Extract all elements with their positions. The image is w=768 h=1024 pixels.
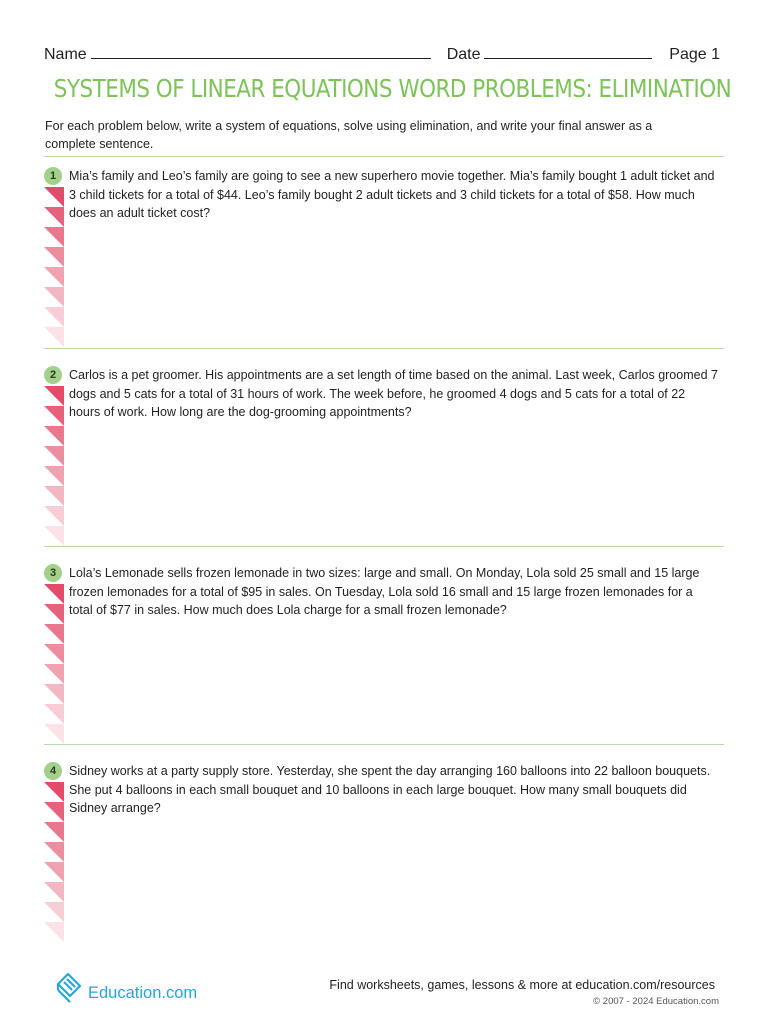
- triangle-icon: [44, 724, 64, 744]
- triangle-icon: [44, 862, 64, 882]
- triangle-icon: [44, 802, 64, 822]
- triangle-icon: [44, 466, 64, 486]
- triangle-icon: [44, 486, 64, 506]
- triangle-icon: [44, 187, 64, 207]
- triangle-strip-icon: [44, 187, 66, 347]
- worksheet-title: SYSTEMS OF LINEAR EQUATIONS WORD PROBLEMS: ELIMINATION: [53, 74, 732, 103]
- triangle-icon: [44, 604, 64, 624]
- divider: [44, 348, 724, 349]
- triangle-icon: [44, 247, 64, 267]
- name-blank: [91, 44, 431, 59]
- triangle-icon: [44, 664, 64, 684]
- education-logo-icon: [52, 970, 86, 1004]
- triangle-icon: [44, 526, 64, 546]
- name-label: Name: [44, 46, 87, 63]
- triangle-icon: [44, 426, 64, 446]
- triangle-icon: [44, 922, 64, 942]
- problem-number-badge: 2: [44, 366, 62, 384]
- triangle-icon: [44, 842, 64, 862]
- instructions: For each problem below, write a system of equations, solve using elimination, and write your final answer as a complete sentence.: [45, 119, 653, 151]
- problem-text: Lola’s Lemonade sells frozen lemonade in two sizes: large and small. On Monday, Lola sold 25 small and 15 large frozen lemonades for a total of $95 in sales. On Tuesday, Lola sold 16 small and 15 large frozen lemonades for a total of $77 in sales. How much does Lola charge for a small frozen lemonade?: [69, 566, 700, 617]
- triangle-icon: [44, 644, 64, 664]
- problem-text: Sidney works at a party supply store. Yesterday, she spent the day arranging 160 balloons into 22 balloon bouquets. She put 4 balloons in each small bouquet and 10 balloons in each large bouquet. How many small bouquets did Sidney arrange?: [69, 764, 711, 815]
- problem-3: [44, 564, 724, 742]
- logo-text: Education.com: [88, 983, 198, 1002]
- problem-2: [44, 366, 724, 544]
- problem-text: Carlos is a pet groomer. His appointments are a set length of time based on the animal. Last week, Carlos groomed 7 dogs and 5 cats for a total of 31 hours of work. The week before, he groomed 4 dogs and 5 cats for a total of 22 hours of work. How long are the dog-grooming appointments?: [69, 368, 718, 419]
- problem-text: Mia’s family and Leo’s family are going to see a new superhero movie together. Mia’s family bought 1 adult ticket and 3 child tickets for a total of $44. Leo’s family bought 2 adult tickets and 3 child tickets for a total of $58. How much does an adult ticket cost?: [69, 169, 715, 220]
- triangle-icon: [44, 782, 64, 802]
- triangle-icon: [44, 704, 64, 724]
- problem-number-badge: 3: [44, 564, 62, 582]
- triangle-icon: [44, 624, 64, 644]
- triangle-icon: [44, 386, 64, 406]
- triangle-icon: [44, 327, 64, 347]
- page-number: Page 1: [669, 46, 720, 63]
- triangle-icon: [44, 307, 64, 327]
- problem-number-badge: 1: [44, 167, 62, 185]
- date-blank: [484, 44, 652, 59]
- triangle-strip-icon: [44, 584, 66, 744]
- triangle-icon: [44, 267, 64, 287]
- triangle-icon: [44, 684, 64, 704]
- divider: [44, 744, 724, 745]
- education-logo[interactable]: [52, 970, 197, 1004]
- triangle-icon: [44, 584, 64, 604]
- problem-4: [44, 762, 724, 940]
- triangle-icon: [44, 822, 64, 842]
- divider: [44, 156, 724, 157]
- triangle-icon: [44, 287, 64, 307]
- triangle-icon: [44, 227, 64, 247]
- triangle-icon: [44, 882, 64, 902]
- triangle-icon: [44, 406, 64, 426]
- triangle-icon: [44, 902, 64, 922]
- triangle-icon: [44, 506, 64, 526]
- date-label: Date: [446, 46, 481, 63]
- triangle-strip-icon: [44, 386, 66, 546]
- worksheet-header: [44, 44, 720, 64]
- triangle-icon: [44, 207, 64, 227]
- triangle-strip-icon: [44, 782, 66, 942]
- problem-1: [44, 167, 724, 345]
- copyright-text: © 2007 - 2024 Education.com: [593, 996, 719, 1007]
- triangle-icon: [44, 446, 64, 466]
- problem-number-badge: 4: [44, 762, 62, 780]
- footer-tagline: Find worksheets, games, lessons & more at education.com/resources: [329, 978, 715, 992]
- divider: [44, 546, 724, 547]
